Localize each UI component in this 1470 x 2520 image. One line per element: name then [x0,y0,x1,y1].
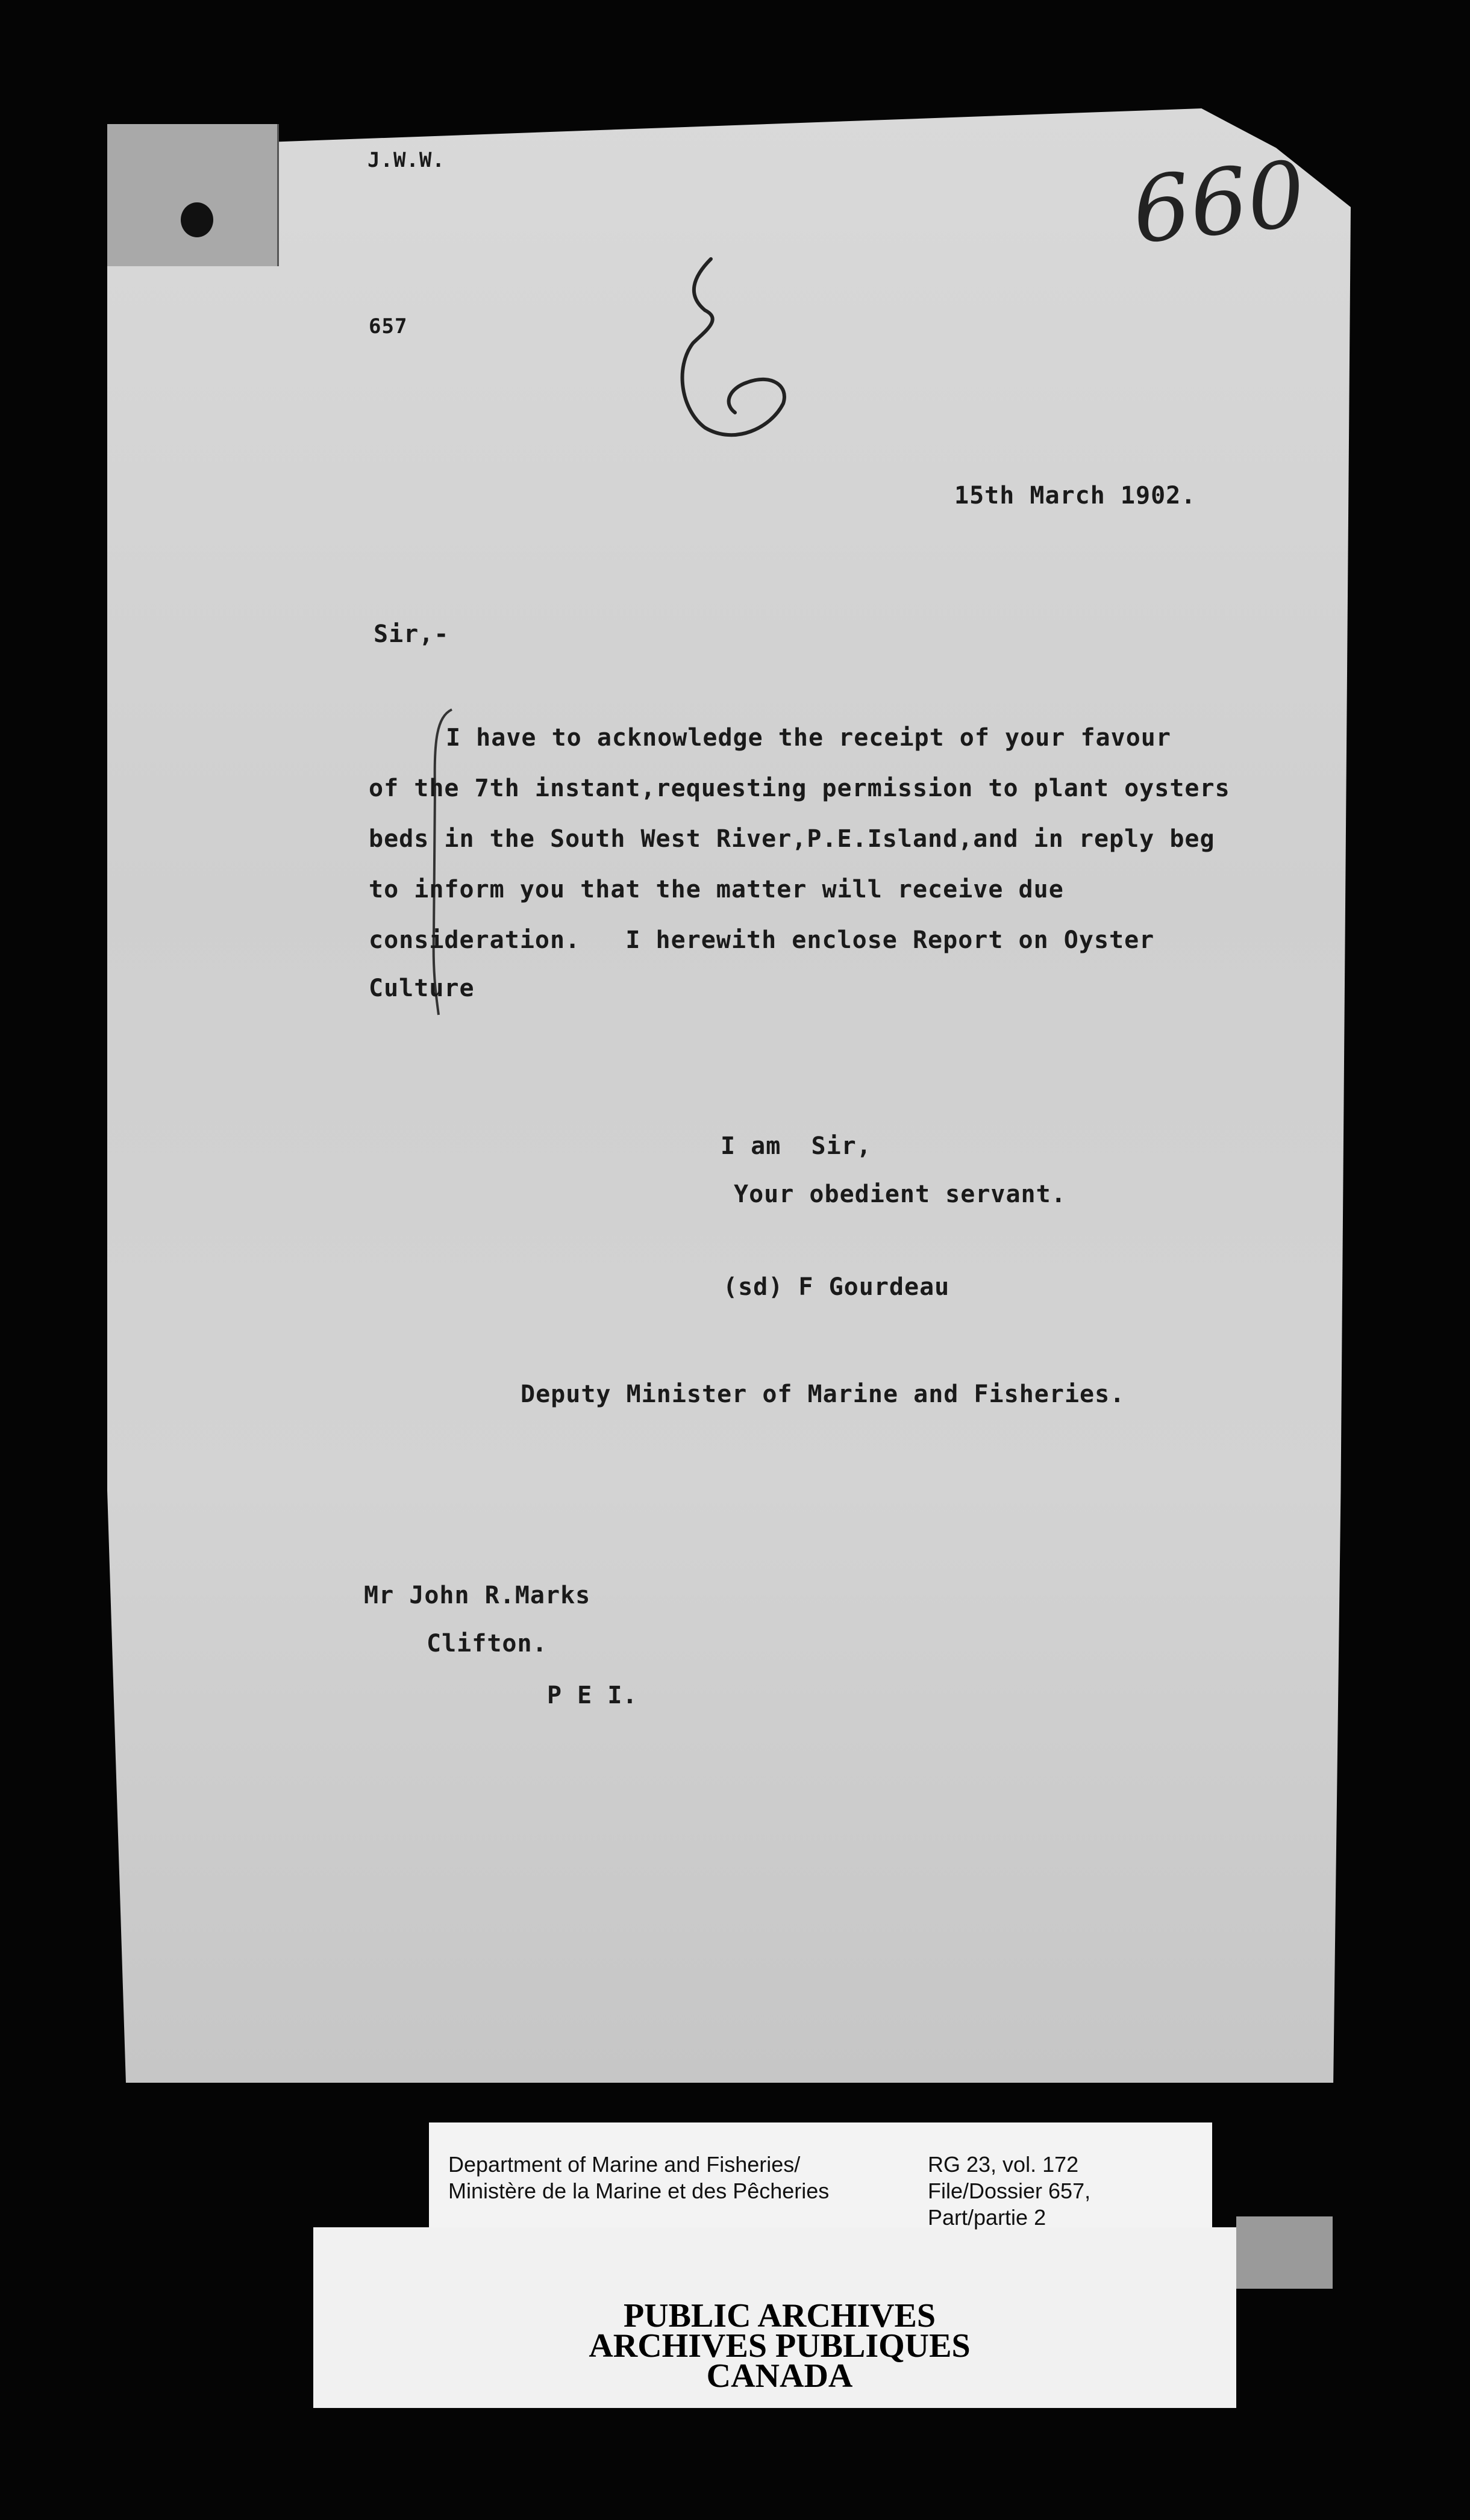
salutation: Sir,- [374,620,449,648]
closing-line-2: Your obedient servant. [734,1180,1066,1208]
body-line: beds in the South West River,P.E.Island,and in reply beg [369,825,1215,853]
body-line: I have to acknowledge the receipt of your favour [446,724,1171,752]
part-reference: Part/partie 2 [928,2205,1046,2230]
closing-line-1: I am Sir, [721,1132,872,1160]
margin-bracket-icon [422,705,458,1018]
punch-hole [181,202,213,237]
body-line: to inform you that the matter will receive due [369,876,1064,903]
department-english: Department of Marine and Fisheries/ [448,2152,801,2177]
archive-title-english: PUBLIC ARCHIVES [623,2297,936,2334]
record-group-reference: RG 23, vol. 172 [928,2152,1079,2177]
body-line: Culture [369,975,475,1002]
archive-title-french: ARCHIVES PUBLIQUES [589,2327,971,2365]
addressee-name: Mr John R.Marks [364,1582,591,1609]
department-french: Ministère de la Marine et des Pêcheries [448,2178,830,2203]
signer-title: Deputy Minister of Marine and Fisheries. [521,1380,1125,1408]
handwritten-folio-number: 660 [1127,142,1310,264]
body-line: consideration. I herewith enclose Report on Oyster [369,926,1155,954]
tape-strip [107,124,279,266]
file-number: 657 [369,314,408,338]
archive-country: CANADA [706,2357,853,2395]
handwritten-mark-icon [669,253,807,440]
signature: (sd) F Gourdeau [723,1273,950,1301]
addressee-place: Clifton. [427,1630,548,1658]
file-reference: File/Dossier 657, [928,2178,1091,2203]
addressee-province: P E I. [547,1682,638,1709]
label-tab [1236,2216,1333,2289]
body-line: of the 7th instant,requesting permission to plant oysters [369,775,1230,802]
letter-date: 15th March 1902. [954,482,1196,510]
typist-initials: J.W.W. [367,148,445,172]
